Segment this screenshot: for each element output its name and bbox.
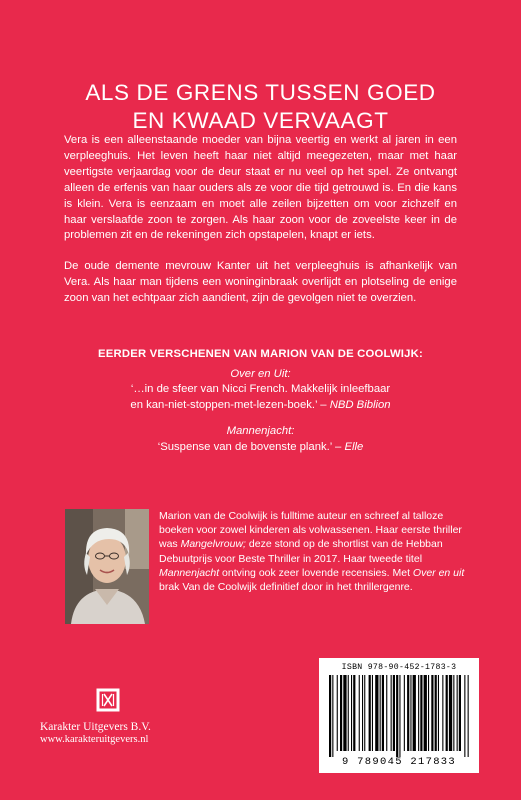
book-title-over-en-uit: Over en Uit: — [230, 367, 291, 380]
publisher-name: Karakter Uitgevers B.V. — [40, 721, 151, 733]
review-quote-line-1: ‘…in de sfeer van Nicci French. Makkelijk inleefbaar — [130, 383, 391, 395]
author-bio-book-title: Mannenjacht — [159, 566, 220, 579]
author-bio-text: ontving ook zeer lovende recensies. Met — [219, 566, 413, 579]
barcode-bars — [327, 675, 471, 757]
isbn-barcode — [319, 658, 479, 773]
earlier-published-heading: EERDER VERSCHENEN VAN MARION VAN DE COOLWIJK: — [98, 348, 423, 360]
isbn-label: ISBN 978-90-452-1783-3 — [341, 663, 457, 672]
review-source-nbd-biblion: NBD Biblion — [329, 398, 391, 411]
review-source-elle: Elle — [344, 440, 364, 453]
earlier-published-section — [40, 347, 481, 455]
publisher-imprint — [40, 688, 160, 746]
author-photo — [65, 509, 149, 624]
cover-headline — [40, 79, 481, 135]
review-quote-mannenjacht — [40, 440, 481, 456]
synopsis-paragraph-1: Vera is een alleenstaande moeder van bijna veertig en werkt al jaren in een verpleeghuis. Het leven heeft haar niet altijd meegezeten, maar met haar veertigste verjaardag voor de deur staat er nu veel op het spel. Ze ontvangt alleen de erfenis van haar ouders als ze voor die tijd getrouwd is. En die kans is klein. Vera is eenzaam en moet alle zeilen bijzetten om voor zichzelf en haar verslaafde zoon te zorgen. Als haar zoon voor de zoveelste keer in de problemen zit en de rekeningen zich opstapelen, knapt er iets. — [64, 134, 457, 242]
author-portrait-image — [65, 509, 149, 624]
book-title-mannenjacht: Mannenjacht: — [226, 425, 295, 437]
author-bio-text: deze stond op de shortlist van de Hebban Debuutprijs voor Beste Thriller in 2017. Haar tweede titel — [159, 538, 443, 565]
author-bio-text: brak Van de Coolwijk definitief door in het thrillergenre. — [159, 581, 413, 594]
synopsis-paragraph-2: De oude demente mevrouw Kanter uit het verpleeghuis is afhankelijk van Vera. Als haar man tijdens een woninginbraak overlijdt en plotseling de enige zoon van het echtpaar zich aandient, zijn de gevolgen niet te overzien. — [64, 260, 457, 305]
author-bio — [159, 509, 479, 594]
author-bio-book-title: Over en uit — [412, 566, 465, 579]
author-bio-text: Marion van de Coolwijk is fulltime auteur en schreef al talloze boeken voor zowel kinderen als volwassenen. Haar eerste thriller was — [159, 510, 462, 551]
review-quote-text: ‘Suspense van de bovenste plank.’ – — [157, 440, 345, 453]
synopsis — [64, 133, 457, 322]
review-quote-text: en kan-niet-stoppen-met-lezen-boek.’ – — [130, 398, 330, 411]
headline-line-2: EN KWAAD VERVAAGT — [132, 108, 389, 134]
author-bio-book-title: Mangelvrouw; — [180, 538, 246, 551]
publisher-logo-icon — [96, 688, 120, 712]
review-quote-line-2 — [40, 398, 481, 414]
publisher-url: www.karakteruitgevers.nl — [40, 734, 149, 745]
ean-digits: 9 789045 217833 — [341, 756, 456, 768]
headline-line-1: ALS DE GRENS TUSSEN GOED — [85, 80, 436, 106]
